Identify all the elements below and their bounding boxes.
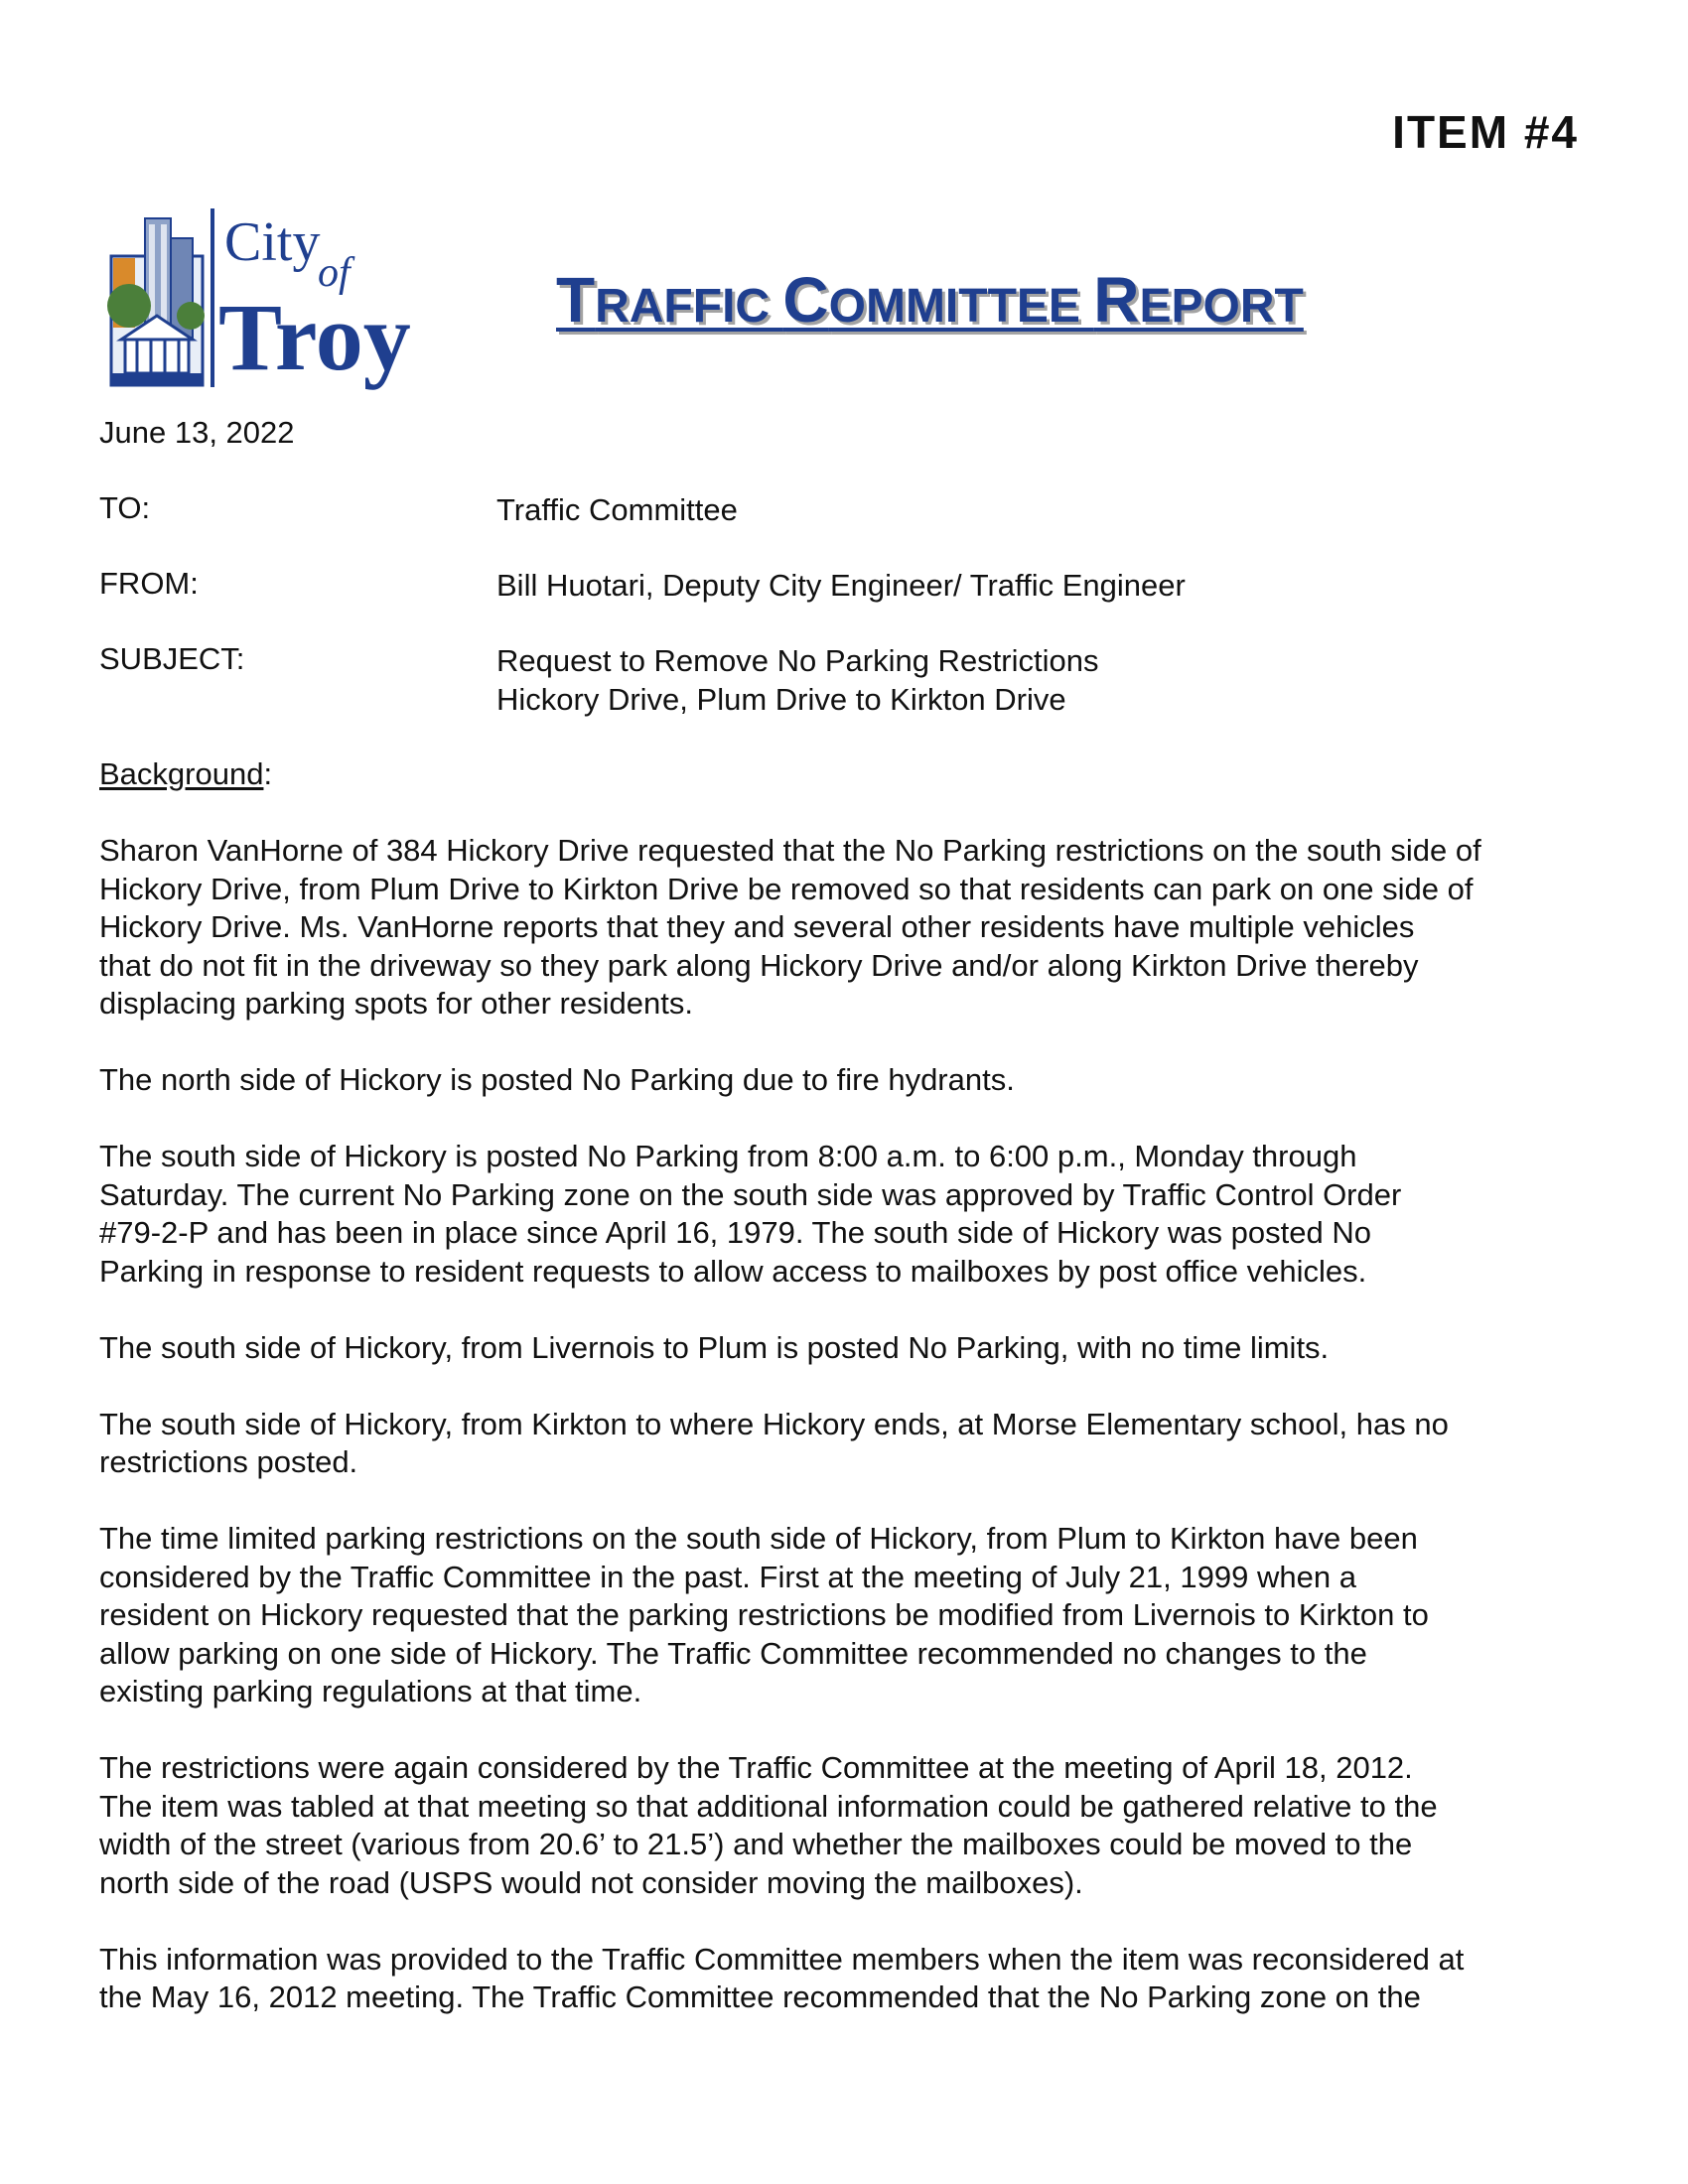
body-line: The north side of Hickory is posted No Parking due to fire hydrants. (99, 1062, 1015, 1097)
body-paragraph (99, 832, 1609, 1024)
body-line: restrictions posted. (99, 1444, 358, 1479)
report-title: TRAFFIC COMMITTEE REPORT (556, 264, 1304, 336)
memo-subject-value: Request to Remove No Parking Restrictions Hickory Drive, Plum Drive to Kirkton Drive (496, 643, 1099, 717)
body-line: Hickory Drive. Ms. VanHorne reports that they and several other residents have multiple vehicles (99, 909, 1415, 944)
memo-from-label: FROM: (99, 566, 199, 601)
body-line: The restrictions were again considered by the Traffic Committee at the meeting of April 18, 2012. (99, 1750, 1413, 1785)
body-line: The item was tabled at that meeting so that additional information could be gathered relative to the (99, 1788, 1438, 1824)
background-heading: Background: (99, 756, 273, 791)
svg-text:City: City (224, 211, 321, 273)
body-line: The time limited parking restrictions on the south side of Hickory, from Plum to Kirkton have been (99, 1521, 1418, 1556)
body-line: Sharon VanHorne of 384 Hickory Drive requested that the No Parking restrictions on the south side of (99, 833, 1481, 868)
body-line: The south side of Hickory is posted No Parking from 8:00 a.m. to 6:00 p.m., Monday through (99, 1139, 1357, 1173)
body-line: Hickory Drive, from Plum Drive to Kirkton Drive be removed so that residents can park on one side of (99, 871, 1474, 906)
body-paragraph (99, 1329, 1609, 1368)
body-line: Parking in response to resident requests to allow access to mailboxes by post office vehicles. (99, 1253, 1367, 1289)
body-line: allow parking on one side of Hickory. The Traffic Committee recommended no changes to the (99, 1635, 1367, 1671)
body-line: north side of the road (USPS would not consider moving the mailboxes). (99, 1864, 1083, 1900)
svg-text:Troy: Troy (218, 284, 411, 390)
memo-subject-label: SUBJECT: (99, 641, 245, 676)
svg-text:of: of (318, 250, 351, 296)
body-paragraph (99, 1749, 1609, 1902)
body-paragraph (99, 1520, 1609, 1711)
background-body (99, 832, 1609, 2055)
body-line: considered by the Traffic Committee in the past. First at the meeting of July 21, 1999 when a (99, 1559, 1356, 1594)
body-line: #79-2-P and has been in place since April 16, 1979. The south side of Hickory was posted No (99, 1215, 1371, 1250)
body-line: The south side of Hickory, from Kirkton to where Hickory ends, at Morse Elementary school, has no (99, 1406, 1449, 1441)
body-paragraph (99, 1941, 1609, 2017)
city-emblem-icon (107, 218, 205, 385)
body-line: Saturday. The current No Parking zone on the south side was approved by Traffic Control Order (99, 1176, 1402, 1212)
memo-date: June 13, 2022 (99, 415, 295, 450)
body-paragraph (99, 1406, 1609, 1482)
memo-to-label: TO: (99, 490, 151, 525)
body-line: resident on Hickory requested that the parking restrictions be modified from Livernois to Kirkton to (99, 1597, 1429, 1632)
body-paragraph (99, 1061, 1609, 1100)
body-paragraph (99, 1138, 1609, 1291)
body-line: existing parking regulations at that time. (99, 1674, 642, 1708)
item-number-label: ITEM #4 (1392, 106, 1579, 158)
city-of-troy-logo (99, 199, 417, 422)
memo-to-value: Traffic Committee (496, 492, 738, 527)
body-line: that do not fit in the driveway so they park along Hickory Drive and/or along Kirkton Drive thereby (99, 947, 1419, 983)
body-line: displacing parking spots for other residents. (99, 986, 693, 1021)
body-line: the May 16, 2012 meeting. The Traffic Committee recommended that the No Parking zone on the (99, 1979, 1421, 2014)
body-line: This information was provided to the Traffic Committee members when the item was reconsidered at (99, 1941, 1465, 1977)
memo-from-value: Bill Huotari, Deputy City Engineer/ Traffic Engineer (496, 568, 1186, 603)
body-line: The south side of Hickory, from Livernois to Plum is posted No Parking, with no time limits. (99, 1329, 1330, 1365)
body-line: width of the street (various from 20.6’ to 21.5’) and whether the mailboxes could be moved to the (99, 1827, 1413, 1861)
